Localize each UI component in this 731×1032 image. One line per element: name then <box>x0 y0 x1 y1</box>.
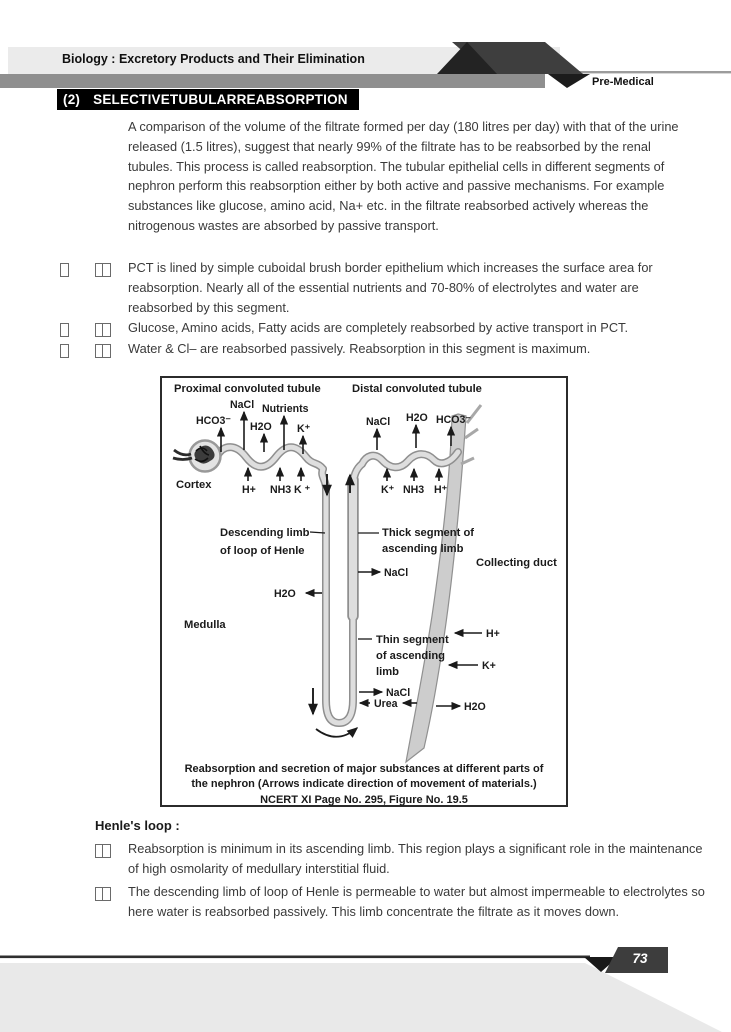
bullet-box-icon <box>60 323 69 337</box>
label-thick-segment-2: ascending limb <box>382 543 464 555</box>
label-h2o-dct: H2O <box>406 412 428 424</box>
section-heading <box>57 89 359 110</box>
label-nh3-pct-bottom: NH3 <box>270 484 292 496</box>
label-descending-limb: Descending limb <box>220 527 310 539</box>
bullet-doublebox-icon <box>95 323 111 337</box>
label-descending-limb-2: of loop of Henle <box>220 545 305 557</box>
label-nacl-thin: NaCl <box>386 687 411 699</box>
label-hco3-dct: HCO3⁻ <box>436 414 472 426</box>
label-k-pct: K⁺ <box>297 423 311 435</box>
chapter-title: Biology : Excretory Products and Their Elimination <box>62 52 365 66</box>
label-thin-segment: Thin segment <box>376 634 449 646</box>
label-hco3-pct: HCO3⁻ <box>196 415 232 427</box>
pct-bullet-list <box>57 258 705 360</box>
figure-border <box>161 377 567 806</box>
label-dct-title: Distal convoluted tubule <box>352 383 482 395</box>
list-item <box>95 839 705 879</box>
bullet-text: Water & Cl– are reabsorbed passively. Reabsorption in this segment is maximum. <box>128 341 591 357</box>
bullet-doublebox-icon <box>95 844 111 858</box>
henle-heading: Henle's loop : <box>95 818 180 833</box>
label-k-collecting: K+ <box>482 660 496 672</box>
brand-label: Pre-Medical <box>592 76 654 88</box>
bullet-text: Glucose, Amino acids, Fatty acids are completely reabsorbed by active transport in PCT. <box>128 320 629 336</box>
label-nh3-dct-bottom: NH3 <box>403 484 425 496</box>
label-h-collecting: H+ <box>486 628 500 640</box>
label-nacl-thick: NaCl <box>384 567 409 579</box>
label-h-dct-bottom: H⁺ <box>434 484 448 496</box>
bullet-box-icon <box>60 263 69 277</box>
section-title: SELECTIVETUBULARREABSORPTION <box>93 92 348 107</box>
nephron-diagram <box>160 376 568 807</box>
bullet-text: The descending limb of loop of Henle is permeable to water but almost impermeable to electrolytes so here water is reabsorbed passively. This limb concentrate the filtrate as it moves down. <box>128 883 705 919</box>
label-urea: Urea <box>374 698 398 710</box>
list-item <box>57 258 705 317</box>
bullet-text: PCT is lined by simple cuboidal brush border epithelium which increases the surface area for reabsorption. Nearly all of the essential nutrients and 70-80% of electrolytes and water are reabsorbed by this segment. <box>128 260 653 315</box>
list-item <box>95 882 705 922</box>
bullet-doublebox-icon <box>95 263 111 277</box>
label-h2o-descending: H2O <box>274 588 296 600</box>
list-item <box>57 318 705 338</box>
label-nacl-pct: NaCl <box>230 399 255 411</box>
label-thin-segment-2: of ascending <box>376 650 445 662</box>
label-k-pct-bottom: K ⁺ <box>294 484 311 496</box>
label-k-dct-bottom: K⁺ <box>381 484 395 496</box>
bullet-text: Reabsorption is minimum in its ascending limb. This region plays a significant role in the maintenance of high osmolarity of medullary interstitial fluid. <box>128 841 703 876</box>
label-nacl-dct: NaCl <box>366 416 391 428</box>
section-number: (2) <box>63 92 81 107</box>
figure-caption-line1: Reabsorption and secretion of major substances at different parts of <box>184 763 544 775</box>
label-medulla: Medulla <box>184 619 226 631</box>
label-h2o-collecting: H2O <box>464 701 486 713</box>
figure-source: NCERT XI Page No. 295, Figure No. 19.5 <box>260 794 468 806</box>
figure-caption-line2: the nephron (Arrows indicate direction of movement of materials.) <box>191 778 537 790</box>
henle-bullet-list <box>95 839 705 924</box>
page-number: 73 <box>632 951 648 966</box>
label-pct-title: Proximal convoluted tubule <box>174 383 321 395</box>
bullet-box-icon <box>60 344 69 358</box>
label-nutrients: Nutrients <box>262 403 309 415</box>
label-h2o-pct: H2O <box>250 421 272 433</box>
label-collecting-duct: Collecting duct <box>476 557 557 569</box>
nephron-figure <box>160 376 568 807</box>
bullet-doublebox-icon <box>95 887 111 901</box>
label-thick-segment: Thick segment of <box>382 527 475 539</box>
label-cortex: Cortex <box>176 479 212 491</box>
label-h-pct-bottom: H+ <box>242 484 256 496</box>
bullet-doublebox-icon <box>95 344 111 358</box>
list-item <box>57 339 705 359</box>
label-thin-segment-3: limb <box>376 666 399 678</box>
intro-paragraph: A comparison of the volume of the filtrate formed per day (180 litres per day) with that of the urine released (1.5 litres), suggest that nearly 99% of the filtrate has to be reabsorbed by the renal tubules. This process is called reabsorption. The tubular epithelial cells in different segments of nephron perform this reabsorption either by both active and passive mechanisms. For example substances like glucose, amino acid, Na+ etc. in the filtrate reabsorbed actively whereas the nitrogenous wastes are absorbed by passive transport. <box>128 119 679 233</box>
